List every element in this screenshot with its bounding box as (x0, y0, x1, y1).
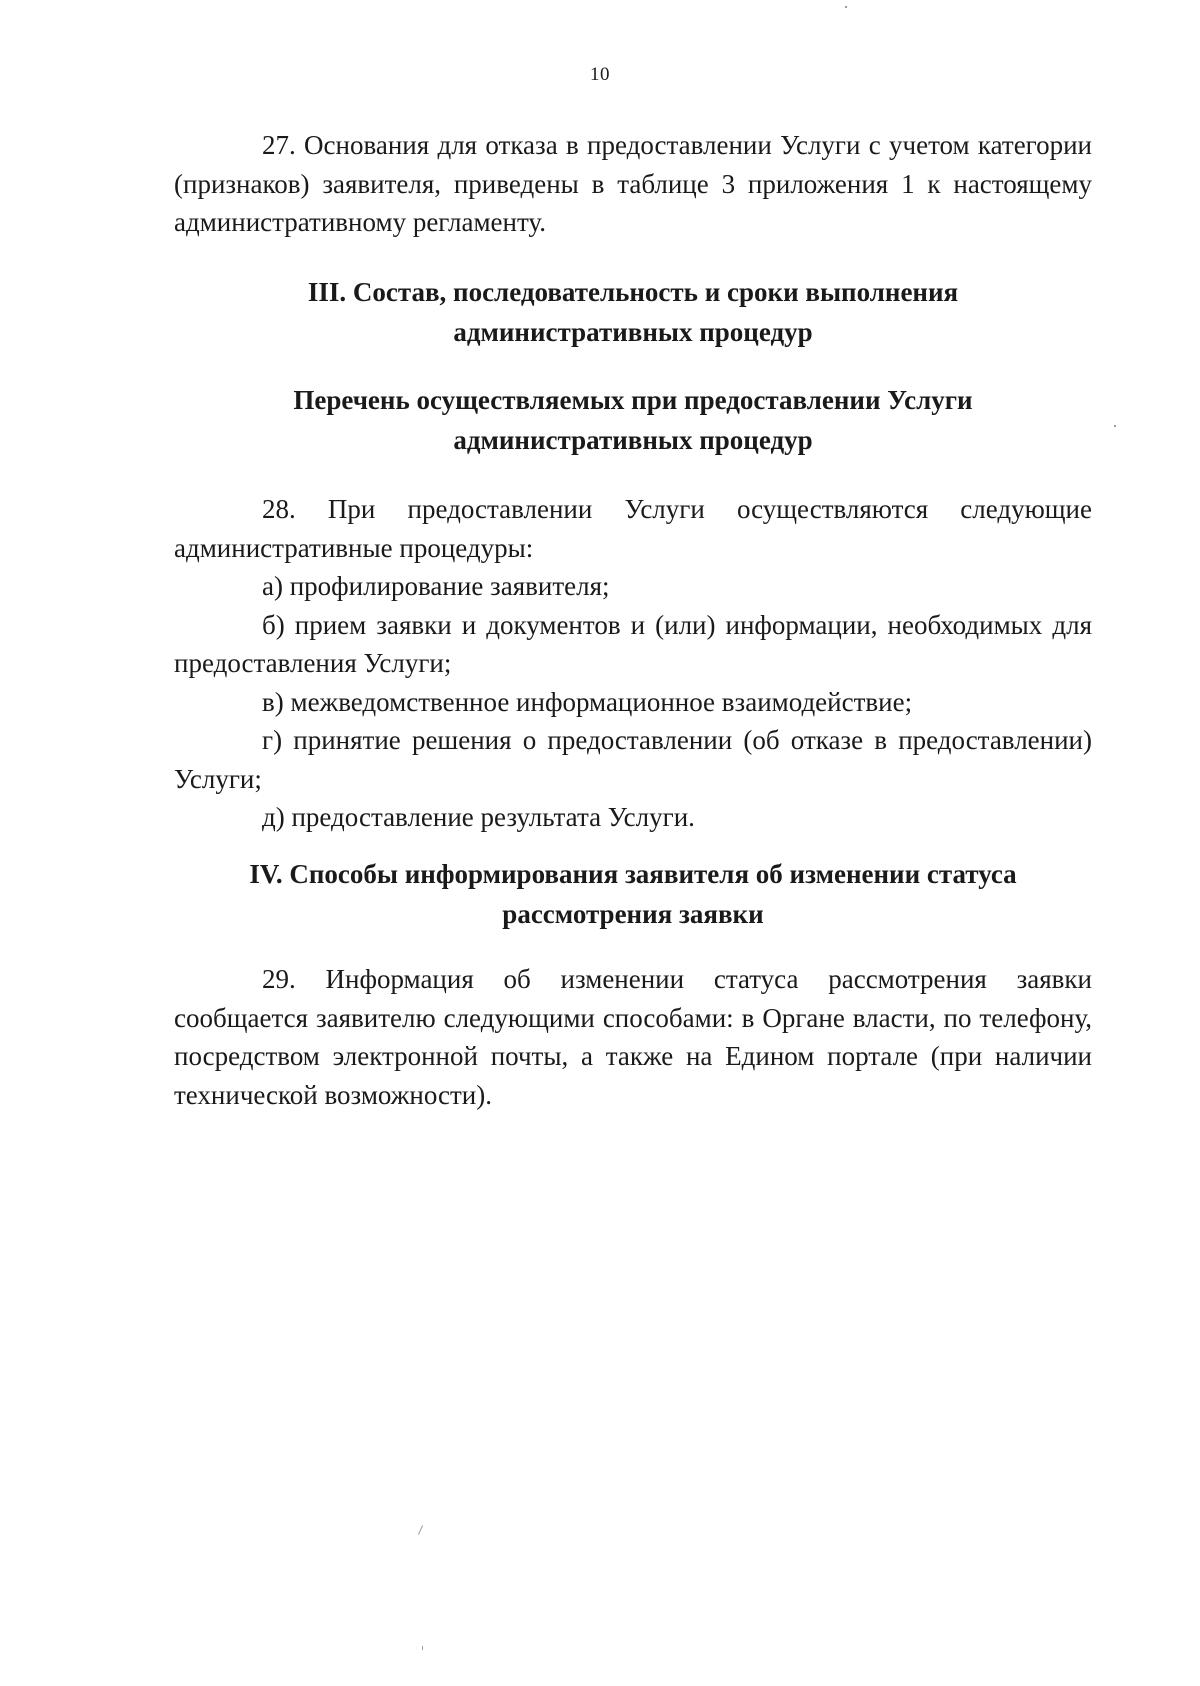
procedure-item-d: д) предоставление результата Услуги. (262, 802, 695, 832)
paragraph-29: 29. Информация об изменении статуса рассмотрения заявки сообщается заявителю следующими способами: в Органе власти, по телефону, посредством электронной почты, а также на Едином портале (при наличии технической возможности). (174, 964, 1092, 1110)
paragraph-28-intro: 28. При предоставлении Услуги осуществляются следующие административные процедуры: (174, 494, 1092, 563)
procedure-item-a: а) профилирование заявителя; (262, 571, 610, 601)
scan-speck (1114, 425, 1116, 427)
paragraph-27: 27. Основания для отказа в предоставлении Услуги с учетом категории (признаков) заявителя, приведены в таблице 3 приложения 1 к настоящему административному регламенту. (174, 130, 1092, 237)
procedure-item-v: в) межведомственное информационное взаимодействие; (262, 686, 913, 717)
scan-speck (845, 6, 847, 8)
section-4-heading (174, 854, 1092, 934)
scan-speck (422, 1646, 423, 1650)
procedure-item-b: б) прием заявки и документов и (или) информации, необходимых для предоставления Услуги; (174, 609, 1092, 678)
subsection-heading-line-1: Перечень осуществляемых при предоставлении Услуги (293, 385, 973, 415)
procedure-item-g: г) принятие решения о предоставлении (об отказе в предоставлении) Услуги; (174, 725, 1092, 794)
paragraph-29-block (174, 960, 1092, 1114)
paragraph-27-block (174, 126, 1092, 242)
scan-speck (418, 1525, 423, 1534)
subsection-heading-line-2: административных процедур (453, 425, 813, 455)
subsection-heading (174, 380, 1092, 460)
paragraph-28-block (174, 490, 1092, 837)
section-3-heading-line-2: административных процедур (453, 317, 813, 347)
page-number: 10 (590, 64, 610, 85)
section-4-heading-line-2: рассмотрения заявки (502, 899, 764, 929)
section-4-heading-line-1: IV. Способы информирования заявителя об изменении статуса (249, 859, 1017, 889)
section-3-heading (174, 272, 1092, 352)
section-3-heading-line-1: III. Состав, последовательность и сроки выполнения (307, 277, 959, 307)
